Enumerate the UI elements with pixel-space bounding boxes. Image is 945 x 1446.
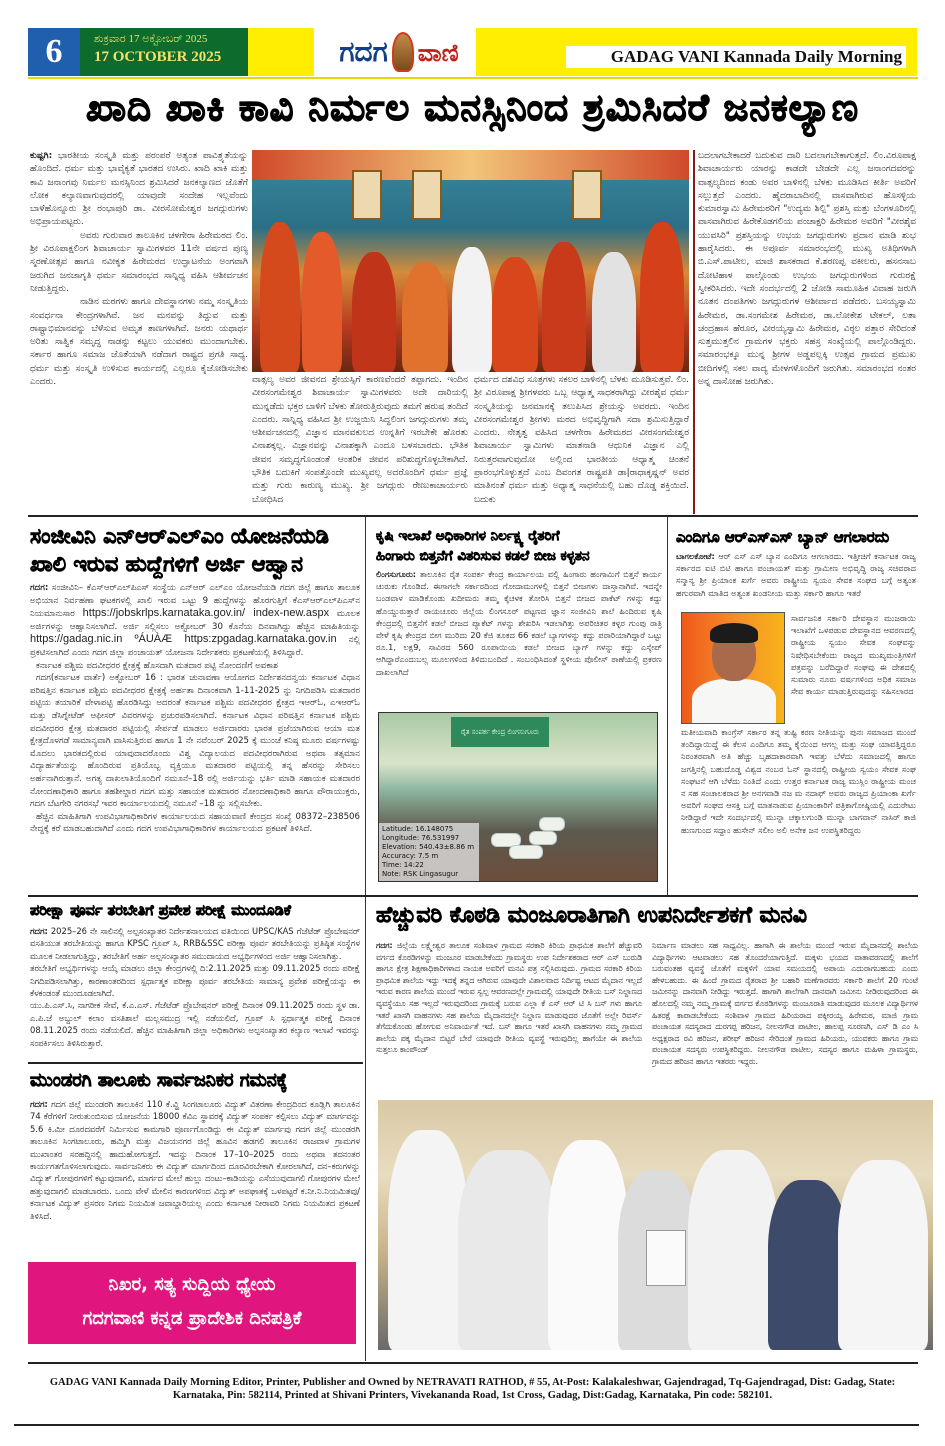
slogan-box xyxy=(28,1262,356,1344)
statue-icon xyxy=(392,32,414,72)
gps-overlay xyxy=(379,823,479,881)
date-kannada: ಶುಕ್ರವಾರ 17 ಅಕ್ಟೋಬರ್ 2025 xyxy=(94,33,208,45)
slogan-line-2: ಗದಗವಾಣಿ ಕನ್ನಡ ಪ್ರಾದೇಶಿಕ ದಿನಪತ್ರಿಕೆ xyxy=(82,1308,302,1329)
exam-para-3: ಯು.ಪಿ.ಎಸ್.ಸಿ, ನಾಗರೀಕ ಸೇವೆ, ಕೆ.ಎ.ಎಸ್. ಗೆಜೆಟೆಡ್ ಪ್ರೊಬೇಷನರ್ ಪರೀಕ್ಷೆ ದಿನಾಂಕ 09.11.2025 ರಂದು ಸ್ಥಳ ಡಾ. ಎ.ಪಿ.ಜೆ ಅಬ್ದುಲ್ ಕಲಾಂ ವಸತಿಶಾಲೆ ಮಲ್ಲಸಮುದ್ರ ಇಲ್ಲಿ ನಡೆಯಲಿದೆ, ಗ್ರೂಪ್ ಸಿ ಸ್ಪರ್ಧಾತ್ಮಕ ಪರೀಕ್ಷೆ ದಿನಾಂಕ 08.11.2025 ರಂದು ನಡೆಯಲಿದೆ. ಹೆಚ್ಚಿನ ಮಾಹಿತಿಗಾಗಿ ಜಿಲ್ಲಾ ಅಧಿಕಾರಿಗಳು ಅಲ್ಪಸಂಖ್ಯಾತರ ಕಲ್ಯಾಣ ಇಲಾಖೆ ಇವರನ್ನು ಸಂಪರ್ಕಿಸಲು ತಿಳಿಸಿರುತ್ತಾರೆ. xyxy=(30,1000,360,1048)
column-divider xyxy=(365,517,366,897)
rss-para-1: ಆರ್ ಎಸ್ ಎಸ್ ಬ್ಯಾನ ಎಂದಿಗೂ ಆಗಲಾರದು. ಇತ್ತೀಚಿಗೆ ಕರ್ನಾಟಕ ರಾಜ್ಯ ಸರ್ಕಾರದ ಐಟಿ ಬಿಟಿ ಹಾಗೂ ಪಂಚಾಯತ್ ಮತ್ತು ಗ್ರಾಮೀಣ ಅಭಿವೃದ್ಧಿ ರಾಜ್ಯ ಸಚಿವರಾದ ಸನ್ಮಾನ್ಯ ಶ್ರೀ ಪ್ರಿಯಾಂಕ ಖರ್ಗೆ ಅವರು ರಾಷ್ಟ್ರೀಯ ಸ್ವಯಂ ಸೇವಕ ಸಂಘದ ಬಗ್ಗೆ ಅತ್ಯಂತ ಹಗುರವಾಗಿ ಮಾತಿದ ಅತ್ಯಂತ ಖಂಡನೀಯ ಮತ್ತು ಸರ್ಕಾರಿ ಹಾಗೂ ಇತರೆ xyxy=(676,551,916,598)
portrait-shirt xyxy=(692,679,776,724)
sanjeevini-body xyxy=(30,582,360,882)
sanjeevini-para-3: ನಲ್ಲಿ ಪ್ರಕಟಿಸಲಾಗಿದೆ ಎಂದು ಗದಗ ಜಿಲ್ಲಾ ಪಂಚಾಯತ್ ಯೋಜನಾ ನಿರ್ದೇಶಕರು ಪ್ರಕಟಣೆಯಲ್ಲಿ ತಿಳಿಸಿದ್ದಾರೆ. xyxy=(30,635,360,658)
exam-para-1: 2025–26 ನೇ ಸಾಲಿನಲ್ಲಿ ಅಲ್ಪಸಂಖ್ಯಾತರ ನಿರ್ದೇಶನಾಲಯದ ವತಿಯಿಂದ UPSC/KAS ಗೆಜೆಟೆಡ್ ಪ್ರೊಬೇಷನರ್ ವಸತಿಯುತ ತರಬೇತಿಯನ್ನು ಹಾಗೂ KPSC ಗ್ರೂಪ್ ಸಿ, RRB&SSC ಪರೀಕ್ಷಾ ಪೂರ್ವ ತರಬೇತಿಯನ್ನು ಪ್ರತಿಷ್ಠಿತ ಸಂಸ್ಥೆಗಳ ಮೂಲಕ ನೀಡಲಾಗುತ್ತಿದ್ದು, ತರಬೇತಿಗೆ ಅರ್ಹ ಅಲ್ಪಸಂಖ್ಯಾತರ ಸಮುದಾಯದ ಅಭ್ಯರ್ಥಿಗಳಿಂದ ಅರ್ಜಿ ಆಹ್ವಾನಿಸಲಾಗಿತ್ತು. xyxy=(30,926,360,961)
lead-story-center-left-column: ವಾತ್ಸಲ್ಯ ಅವರ ಜೀವನದ ಶ್ರೇಯಸ್ಸಿಗೆ ಕಾರಣವೆಂದರೆ ತಪ್ಪಾಗದು. ಇಂದಿನ ವೀರಸಂಗಮೇಶ್ವರ ಶಿವಾಚಾರ್ಯ ಸ್ವಾಮಿಗಳವರು ಅದೇ ದಾರಿಯಲ್ಲಿ ಮುನ್ನಡೆದು ಭಕ್ತರ ಬಾಳಿಗೆ ಬೆಳಕು ತೋರುತ್ತಿರುವುದು ತಮಗೆ ಹರುಷ ತಂದಿದೆ ಎಂದರು. ಸಾನ್ನಿಧ್ಯ ವಹಿಸಿದ ಶ್ರೀ ಉಜ್ಜಯಿನಿ ಸಿದ್ಧಲಿಂಗ ಜಗದ್ಗುರುಗಳು ತಮ್ಮ ಆಶೀರ್ವಚನದಲ್ಲಿ ವಿಜ್ಞಾನ ಮಾನವಕುಲದ ಉನ್ನತಿಗೆ ಇರಬೇಕೇ ಹೊರತು ವಿನಾಶಕ್ಕಲ್ಲ. ವಿಜ್ಞಾನವನ್ನು ವಿನಾಶಕ್ಕಾಗಿ ಎಂದೂ ಬಳಸಬಾರದು. ಭೌತಿಕ ಜೀವನ ಸಮೃದ್ಧಗೊಂಡಂತೆ ಆಂತರಿಕ ಜೀವನ ಪರಿಶುದ್ಧಗೊಳ್ಳಬೇಕಾಗಿದೆ. ಭೌತಿಕ ಬದುಕಿಗೆ ಸಂಪತ್ತೊಂದೇ ಮುಖ್ಯವಲ್ಲ ಅದರೊಂದಿಗೆ ಧರ್ಮ ಪ್ರಜ್ಞೆ ಮತ್ತು ಗುರು ಕಾರುಣ್ಯ ಮುಖ್ಯ. ಶ್ರೀ ಜಗದ್ಗುರು ರೇಣುಕಾಚಾರ್ಯರು ಬೋಧಿಸಿದ xyxy=(252,375,468,505)
portrait-frame xyxy=(412,170,442,220)
gps-longitude: Longitude: 76.531997 xyxy=(382,834,460,842)
rss-body-beside-photo: ಸಾರ್ವಜನಿಕ ಸರ್ಕಾರಿ ದೇವಸ್ಥಾನ ಮುಜರಾಯಿ ಇಲಾಖೆಗೆ ಒಳಪಡುವ ದೇವಸ್ಥಾನದ ಆವರಣದಲ್ಲಿ ರಾಷ್ಟ್ರೀಯ ಸ್ವಯಂ ಸೇವಕ ಸಂಘವನ್ನು ನಿಷೇಧಿಸಬೇಕೆಂದು ರಾಜ್ಯದ ಮುಖ್ಯಮಂತ್ರಿಗಳಿಗೆ ಪತ್ರವನ್ನು ಬರೆದಿದ್ದಾರೆ ಸಂಘವು ಈ ದೇಶದಲ್ಲಿ ಸುಮಾರು ನೂರು ವರ್ಷಗಳಿಂದ ಅಧಿಕ ಸಮಾಜ ಸೇವ ಕಾರ್ಯ ಮಾಡುತ್ತಿರುವುದನ್ನು ಸಹಿಸಲಾರದ xyxy=(791,613,916,697)
zp-gadag-link[interactable]: ºÁUÀÆ https:zpgadag.karnataka.gov.in xyxy=(134,633,337,646)
mundaragi-headline: ಮುಂಡರಗಿ ತಾಲೂಕು ಸಾರ್ವಜನಿಕರ ಗಮನಕ್ಕೆ xyxy=(30,1070,288,1091)
person-figure xyxy=(260,222,300,372)
exam-body xyxy=(30,925,360,1055)
krishi-text: ತಾಲೂಕಿನ ರೈತ ಸಂಪರ್ಕ ಕೇಂದ್ರ ಕಾರ್ಯಾಲಯ ವಲ್ಲಿ ಹಿಂಗಾರು ಹಂಗಾಮಿಗೆ ಬಿತ್ತನೆ ಕಾರ್ಯ ಚುರುಕು ಗೊಂಡಿದೆ. ಈಗಾಗಲೇ ಸರ್ಕಾರದಿಂದ ಗೋದಾಮುಗಳಲ್ಲಿ ಬಿತ್ತನೆ ಬೀಜಗಳು ದಾಸ್ತಾನಾಗಿವೆ. ಇದನ್ನೇ ಬಂಡವಾಳ ಮಾಡಿಕೊಂಡು ಖದೀಮರು ತಮ್ಮ ಕೈಚಳಕ ತೋರಿಸಿ ಬಿತ್ತನೆ ಬೀಜದ ಪಾಕೆಟ್ ಗಳನ್ನು ಕದ್ದು ಹೊಯ್ದುರುತ್ತಾರೆ ರಾಯಚೂರು ಜಿಲ್ಲೆಯ ಲಿಂಗಸೂರ್ ಪಟ್ಟಣದ ಜ್ಞಾನ ಸಂಜೀವಿನಿ ಶಾಲೆ ಹಿಂದಿರುವ ಕೃಷಿ ಕೇಂದ್ರದಲ್ಲಿ ಬಿತ್ತನೆಗೆ ಕಡಲೆ ಬೀಜದ ಪ್ಯಾಕೆಟ್ ಗಳನ್ನು ಶೇಖರಿಸಿ ಇಡಲಾಗಿತ್ತು ಅಪರಿಚಿತರ ಕಳ್ಳರ ಗುಂಪು ರಾತ್ರಿ ವೇಳೆ ಕೃಷಿ ಕೇಂದ್ರದ ಬೀಗ ಮುರಿದು 20 ಕೆಜಿ ತೂಕದ 66 ಕಡಲೆ ಬ್ಯಾಗಗಳನ್ನು ಕದ್ದು ಪರಾರಿಯಾಗಿದ್ದಾರೆ ಒಟ್ಟು ರೂ.1, ಲಕ್ಷ9, ಸಾವಿರದ 560 ರೂಪಾಯಿಯ ಕಡಲೆ ಬೀಜದ ಬ್ಯಾಗ್ ಗಳನ್ನು ಕದ್ದು ಎಸ್ಕೇಪ್ ಆಗಿದ್ದಾರೆಎಂದುಬಲ್ಲ ಮೂಲಗಳಿಂದ ತಿಳಿದುಬಂದಿದೆ . ಸಂಬಂಧಿಸಿದಂತೆ ಸ್ಥಳೀಯ ಪೊಲೀಸ್ ಠಾಣೆಯಲ್ಲಿ ಪ್ರಕರಣ ದಾಖಲಾಗಿದೆ xyxy=(376,569,662,677)
exam-para-2: ತರಬೇತಿಗೆ ಅಭ್ಯರ್ಥಿಗಳನ್ನು ಆಯ್ಕೆ ಮಾಡಲು ಜಿಲ್ಲಾ ಕೇಂದ್ರಗಳಲ್ಲಿ ದಿ:2.11.2025 ಮತ್ತು 09.11.2025 ರಂದು ಪರೀಕ್ಷೆ ನಿಗದಿಪಡಿಸಲಾಗಿತ್ತು, ಕಾರಣಾಂತರದಿಂದ ಸ್ಪರ್ಧಾತ್ಮಕ ಪರೀಕ್ಷಾ ಪೂರ್ವ ತರಬೇತಿಯ ಸಾಮಾನ್ಯ ಪ್ರವೇಶ ಪರೀಕ್ಷೆಯನ್ನು ಈ ಕೆಳಕಂಡಂತೆ ಮುಂದೂಡಲಾಗಿದೆ. xyxy=(30,963,360,999)
krishi-headline xyxy=(376,526,664,566)
rss-dateline: ಬಾಗಲಕೋಟೆ: xyxy=(676,551,715,561)
school-memorandum-photo xyxy=(378,1100,933,1350)
newspaper-logo xyxy=(314,28,484,76)
voter-registration-body: ಗದಗ(ಕರ್ನಾಟಕ ವಾರ್ತೆ) ಅಕ್ಟೋಬರ್ 16 : ಭಾರತ ಚುನಾವಣಾ ಆಯೋಗದ ನಿರ್ದೇಶನದನ್ವಯ ಕರ್ನಾಟಕ ವಿಧಾನ ಪರಿಷತ್ತಿನ ಕರ್ನಾಟಕ ಪಶ್ಚಿಮ ಪದವೀಧರರ ಕ್ಷೇತ್ರಕ್ಕೆ ಅರ್ಹತಾ ದಿನಾಂಕವಾಗಿ 1-11-2025 ನ್ನು ನಿಗದಿಪಡಿಸಿ ಮತದಾರರ ಪಟ್ಟಿಯ ತಯಾರಿಕೆ ವೇಳಾಪಟ್ಟಿ ಹೊರಡಿಸಿದ್ದು ಅದರಂತೆ ಕರ್ನಾಟಕ ಪಶ್ಚಿಮ ಪದವೀಧರರ ಕ್ಷೇತ್ರದ ಇಆರ್‌ಓ, ಎಇಆರ್‌ಓ ಮತ್ತು ಡೆಸಿಗ್ನೇಟೆಡ್ ಆಫೀಸರ್ ವಿವರಗಳನ್ನು ಪ್ರಚುರಪಡಿಸಲಾಗಿದೆ. ಕರ್ನಾಟಕ ವಿಧಾನ ಪರಿಷತ್ತಿನ ಕರ್ನಾಟಕ ಪಶ್ಚಿಮ ಪದವೀಧರರ ಕ್ಷೇತ್ರ ಮತದಾರರ ಪಟ್ಟಿಯಲ್ಲಿ ಸೇರ್ಪಡೆ ಮಾಡಲು ಅರ್ಜಿದಾರರು ಭಾರತ ಪ್ರಜೆಯಾಗಿರುವ ಆಯಾ ಮತ ಕ್ಷೇತ್ರದೊಳಗಡೆ ಸಾಮಾನ್ಯವಾಗಿ ವಾಸಿಸುತ್ತಿರುವ ಹಾಗೂ 1 ನೇ ನವೆಂಬರ್ 2025 ಕ್ಕೆ ಮುಂಚೆ ಕನಿಷ್ಠ ಮೂರು ವರ್ಷಗಳಷ್ಟು ಮೊದಲು ಭಾರತದಲ್ಲಿರುವ ಯಾವುದಾದರೊಂದು ವಿಶ್ವ ವಿದ್ಯಾಲಯದ ಪದವೀಧರರಾಗಿರುವ ಅಥವಾ ತತ್ಸಮಾನ ವಿದ್ಯಾರ್ಹತೆಯನ್ನು ಹೊಂದಿರುವ ಪ್ರತಿಯೊಬ್ಬ ವ್ಯಕ್ತಿಯೂ ಮತದಾರರ ಪಟ್ಟಿಯಲ್ಲಿ ತನ್ನ ಹೆಸರನ್ನು ಸೇರಿಸಲು ಅರ್ಹನಾಗಿರುತ್ತಾನೆ. ಅಗತ್ಯ ದಾಖಲಾತಿಯೊಂದಿಗೆ ನಮೂನೆ–18 ರಲ್ಲಿ ಅರ್ಜಿಯನ್ನು ಭರ್ತಿ ಮಾಡಿ ಸಹಾಯಕ ಮತದಾರರ ನೋಂದಣಾಧಿಕಾರಿ ಹಾಗೂ ತಹಶೀಲ್ದಾರ ಗದಗ ಮತ್ತು ಸಹಾಯಕ ಮತದಾರರ ನೋಂದಣಾಧಿಕಾರಿ ಹಾಗೂ ಪೌರಾಯುಕ್ತರು, ಗದಗ ಬೆಟಗೇರಿ ನಗರಸಭೆ ಇವರ ಕಾರ್ಯಾಲಯದಲ್ಲಿ ನಮೂನೆ –18 ನ್ನು ಸಲ್ಲಿಸಬೇಕು. xyxy=(30,673,360,810)
person-figure xyxy=(352,252,396,372)
person-figure xyxy=(768,1180,848,1350)
portrait-frame xyxy=(572,170,602,220)
seed-bag xyxy=(539,817,565,831)
lead-headline: ಖಾದಿ ಖಾಕಿ ಕಾವಿ ನಿರ್ಮಲ ಮನಸ್ಸಿನಿಂದ ಶ್ರಮಿಸಿದರೆ ಜನಕಲ್ಯಾಣ xyxy=(85,86,860,129)
person-figure xyxy=(548,1140,628,1350)
portrait-frame xyxy=(352,170,382,220)
person-figure xyxy=(838,1160,928,1350)
masthead-rule xyxy=(28,77,918,79)
lead-para-1: ಭಾರತೀಯ ಸಂಸ್ಕೃತಿ ಮತ್ತು ಪರಂಪರೆ ಅತ್ಯಂತ ಪಾವಿತ್ರ್ಯತೆಯನ್ನು ಹೊಂದಿದೆ. ಧರ್ಮ ಮತ್ತು ಭಾವೈಕ್ಯತೆ ಭಾರತದ ಉಸಿರು. ಖಾದಿ ಖಾಕಿ ಮತ್ತು ಕಾವಿ ಜನಾಂಗವು ನಿರ್ಮಲ ಮನಸ್ಸಿನಿಂದ ಶ್ರಮಿಸಿದರೆ ಜನಕಲ್ಯಾಣದ ಜೊತೆಗೆ ಲೋಕ ಕಲ್ಯಾಣವಾಗುವುದರಲ್ಲಿ ಯಾವುದೇ ಸಂದೇಹ ಇಲ್ಲವೆಂದು ಬಾಳೆಹೊನ್ನೂರು ಶ್ರೀ ರಂಭಾಪುರಿ ಡಾ. ವೀರಸೋಮೇಶ್ವರ ಜಗದ್ಗುರುಗಳು ಅಭಿಪ್ರಾಯಪಟ್ಟರು. xyxy=(30,151,248,228)
date-english: 17 OCTOBER 2025 xyxy=(94,49,222,65)
mundaragi-dateline: ಗದಗ: xyxy=(30,1099,48,1109)
lead-photo-swamijis-felicitation xyxy=(252,150,689,372)
lead-para-3: ನಾಡಿನ ಮಠಗಳು ಹಾಗೂ ದೇವಸ್ಥಾನಗಳು ನಮ್ಮ ಸಂಸ್ಕೃತಿಯ ಸಂವರ್ಧನಾ ಕೇಂದ್ರಗಳಾಗಿವೆ. ಜನ ಮನವನ್ನು ತಿದ್ದುವ ಮತ್ತು ರಾಷ್ಟ್ರಾಭಿಮಾನವನ್ನು ಬೆಳೆಸುವ ಅಮೃತ ತಾಣಗಳಾಗಿವೆ. ಜನರು ಯಥಾರ್ಥ ಅರಿತು ಸಾತ್ವಿಕ ಸಮೃದ್ಧ ನಾಡನ್ನು ಕಟ್ಟಲು ಯುವಕರು ಮುಂದಾಗಬೇಕು. ಸರ್ಕಾರ ಹಾಗೂ ಸಮಾಜ ಜೊತೆಯಾಗಿ ನಡೆದಾಗ ರಾಷ್ಟ್ರದ ಪ್ರಗತಿ ಸಾಧ್ಯ. ಧರ್ಮ ಮತ್ತು ಸಂಸ್ಕೃತಿ ಉಳಿಸುವ ಕಾರ್ಯದಲ್ಲಿ ಎಲ್ಲರೂ ಕೈಜೋಡಿಸಬೇಕು ಎಂದರು. xyxy=(30,297,248,388)
mundaragi-text: ಗದಗ ಜಿಲ್ಲೆ ಮುಂಡರಗಿ ತಾಲೂಕಿನ 110 ಕೆ.ವ್ಹಿ ಸಿಂಗಟಾಲೂರು ವಿದ್ಯುತ್ ವಿತರಣಾ ಕೇಂದ್ರದಿಂದ ಕೂಡ್ಲಿಗಿ ತಾಲೂಕಿನ 74 ಕೆರೆಗಳಿಗೆ ನೀರುತುಂಬಿಸುವ ಯೋಜನೆಯ 18000 ಕೆವಿಎ ಸ್ಥಾವರಕ್ಕೆ ವಿದ್ಯುತ್ ಸಂಪರ್ಕ ಕಲ್ಪಿಸಲು ವಿದ್ಯುತ್ ಮಾರ್ಗವನ್ನು 5.6 ಕಿ.ಮೀ ದೂರದವರೆಗೆ ನಿರ್ಮಿಸುವ ಕಾಮಗಾರಿ ಪೂರ್ಣಗೊಂಡಿದ್ದು ಈ ವಿದ್ಯುತ್ ಮಾರ್ಗವು ಗದಗ ಜಿಲ್ಲೆ ಮುಂಡರಗಿ ತಾಲೂಕಿನ ಸಿಂಗಟಾಲೂರು, ಹಮ್ಮಿಗಿ ಮತ್ತು ವಿಜಯನಗರ ಜಿಲ್ಲೆ ಹೂವಿನ ಹಡಗಲಿ ತಾಲೂಕಿನ ರಾಜವಾಳ ಗ್ರಾಮಗಳ ಮುಖಾಂತರ ಸರಹದ್ದಿನಲ್ಲಿ ಹಾದುಹೋಗುತ್ತದೆ. ಇದನ್ನು ದಿನಾಂಕ 17–10–2025 ರಂದು ಅಥವಾ ತದನಂತರ ಕಾರ್ಯಗತಗೊಳಿಸಲಾಗುವುದು. ಸಾರ್ವಜನಿಕರು ಈ ವಿದ್ಯುತ್ ಮಾರ್ಗದಿಂದ ದೂರವಿರಬೇಕಾಗಿ ಕೋರಲಾಗಿದೆ, ದನ–ಕರುಗಳನ್ನು ವಿದ್ಯುತ್ ಗೋಪುರಗಳಿಗೆ ಕಟ್ಟುವುದಾಗಲಿ, ಮಾರ್ಗದ ಮೇಲೆ ಹುಲ್ಲು ದಂಟು–ಕಾಡಿಯನ್ನು ಎಸೆಯುವುದಾಗಲಿ ಗೋಪುರಗಳ ಮೇಲೆ ಹತ್ತುವುದಾಗಲಿ ಮಾಡಬಾರದು. ಒಂದು ವೇಳೆ ಮೇಲಿನ ಕಾರಣಗಳಿಂದ ವಿದ್ಯುತ್ ಅಪಘಾತಕ್ಕೆ ಒಳಪಟ್ಟರೆ ಕ.ನೀ.ನಿ.ನಿಯಮಿತವು/ ಕರ್ನಾಟಕ ವಿದ್ಯುತ್ ಪ್ರಸರಣ ನಿಗಮ ನಿಯಮಿತ ಜವಾಬ್ದಾರಿಯಲ್ಲ ಎಂದು ಕರ್ನಾಟಕ ನೀರಾವರಿ ನಿಗಮ ನಿಯಮಿತದ ಪ್ರಕಟಣೆ ತಿಳಿಸಿದೆ. xyxy=(30,1099,360,1221)
mundaragi-body xyxy=(30,1098,360,1250)
sanjeevini-dateline: ಗದಗ: xyxy=(30,583,49,593)
krishi-headline-line-1: ಕೃಷಿ ಇಲಾಖೆ ಅಧಿಕಾರಿಗಳ ನಿರ್ಲಕ್ಷ್ಯ ರೈತರಿಗೆ xyxy=(376,528,560,544)
lead-story-left-column xyxy=(30,150,248,520)
school-body-left xyxy=(376,940,642,1092)
krishi-body xyxy=(376,568,662,708)
krishi-headline-line-2: ಹಿಂಗಾರು ಬಿತ್ತನೆಗೆ ವಿತರಿಸುವ ಕಡಲೆ ಬೀಜ ಕಳ್ಳತನ xyxy=(376,548,590,564)
rss-headline: ಎಂದಿಗೂ ಆರ್‌ಎಸ್‌ಎಸ್ ಬ್ಯಾನ್ ಆಗಲಾರದು xyxy=(676,528,890,546)
school-headline: ಹೆಚ್ಚುವರಿ ಕೊಠಡಿ ಮಂಜೂರಾತಿಗಾಗಿ ಉಪನಿರ್ದೇಶಕಗೆ ಮನವಿ xyxy=(376,903,807,928)
column-divider xyxy=(693,150,695,514)
page-number: 6 xyxy=(28,28,80,76)
gps-elevation: Elevation: 540.43±8.86 m xyxy=(382,843,475,851)
lead-para-2: ಅವರು ಗುರುವಾರ ತಾಲೂಕಿನ ಚಳಗೇರಾ ಹಿರೇಮಠದ ಲಿಂ. ಶ್ರೀ ವಿರೂಪಾಕ್ಷಲಿಂಗ ಶಿವಾಚಾರ್ಯ ಸ್ವಾಮಿಗಳವರ 11ನೇ ವರ್ಷದ ಪುಣ್ಯ ಸ್ಮರಣೋತ್ಸವ ಹಾಗೂ ನವೀಕೃತ ಹಿರೇಮಠದ ಉದ್ಘಾಟನೆಯ ಅಂಗವಾಗಿ ಜರುಗಿದ ಜನಜಾಗೃತಿ ಧರ್ಮ ಸಮಾರಂಭದ ಸಾನ್ನಿಧ್ಯ ವಹಿಸಿ ಆಶೀರ್ವಚನ ನೀಡುತ್ತಿದ್ದರು. xyxy=(30,230,248,294)
voter-registration-helpline: ಹೆಚ್ಚಿನ ಮಾಹಿತಿಗಾಗಿ ಉಪವಿಭಾಗಾಧಿಕಾರಿಗಳ ಕಾರ್ಯಾಲಯದ ಸಹಾಯವಾಣಿ ಕೇಂದ್ರದ ಸಂಖ್ಯೆ 08372–238506 ನೇದ್ದಕ್ಕೆ ಕರೆ ಮಾಡಬಹುದಾಗಿದೆ ಎಂದು ಗದಗ ಉಪವಿಭಾಗಾಧಿಕಾರಿಗಳ ಕಾರ್ಯಾಲಯದ ಪ್ರಕಟಣೆ ತಿಳಿಸಿದೆ. xyxy=(30,811,360,835)
school-body-right: ನಿರ್ಮಾಣ ಮಾಡಲು ಸಹ ಸಾಧ್ಯವಿಲ್ಲ. ಹಾಗಾಗಿ ಈ ಶಾಲೆಯ ಮುಂದೆ ಇರುವ ಮೈದಾನದಲ್ಲಿ ಶಾಲೆಯ ವಿದ್ಯಾರ್ಥಿಗಳು ಆಟವಾಡಲು ಸಹ ತೊಂದರೆಯಾಗುತ್ತಿದೆ. ಮಕ್ಕಳು ಭಯದ ವಾತಾವರಣದಲ್ಲಿ ಶಾಲೆಗೆ ಬರುವಂತಹ ವ್ಯವಸ್ಥೆ ಜೊತೆಗೆ ಮಕ್ಕಳಿಗೆ ಯಾವ ಸಮಯದಲ್ಲಿ ಅಪಾಯ ಎದುರಾಗಬಹುದು ಎಂದು ಹೇಳಬಹುದು. ಈ ಹಿಂದೆ ಗ್ರಾಮದ ರೈತರಾದ ಶ್ರೀ ಬಹಾರಿ ಮಣೆಗಾರವರು ಸರ್ಕಾರಿ ಶಾಲೆಗೆ 20 ಗುಂಟೆ ಜಮೀನನ್ನು ದಾನವಾಗಿ ನೀಡಿದ್ದು ಇರುತ್ತದೆ. ಹಾಗಾಗಿ ಶಾಲೆಗಾಗಿ ದಾನವಾಗಿ ಜಮೀನು ನೀಡಿರುವುದರಿಂದ ಈ ಹೊಲದಲ್ಲಿ ನಮ್ಮ ನಮ್ಮ ಗ್ರಾಮಕ್ಕೆ ವರ್ಗದ ಕೊಠಡಿಗಳನ್ನು ಮಂಜೂರಾತಿ ಮಾಡುವುದರ ಮೂಲಕ ವಿದ್ಯಾರ್ಥಿಗಳ ಹಿತರಕ್ಷೆ ಕಾಪಾಡಬೇಕೆಂದು ಸಂಶಿವಾಳ ಗ್ರಾಮದ ಹಿರಿಯರಾದ ಪಕ್ಕೀರಯ್ಯ ಹಿರೇಮಠ, ಮಾಜಿ ಗ್ರಾಮ ಪಂಚಾಯತ ಸದಸ್ಯರಾದ ದುರಗಪ್ಪ ಹರಿಜನ, ನೀಲನಗೌಡ ಪಾಟೀಲ, ಹಾಲಪ್ಪ ಸೂರಣಗಿ, ಎಸ್ ಡಿ ಎಂ ಸಿ ಅಧ್ಯಕ್ಷರಾದ ರವಿ ಹರಿಜನ, ಶರೀಫ್ ಹರಿಜನ ಸೇರಿದಂತೆ ಗ್ರಾಮದ ಹಿರಿಯರು, ಯುವಕರು ಹಾಗೂ ಗ್ರಾಮ ಪಂಚಾಯತ ಸದಸ್ಯರು ಉಪಸ್ಥಿತರಿದ್ದರು. ನೀಲನಗೌಡ ಪಾಟೀಲ, ಸದಸ್ಯರ ಹಾಗೂ ಮಹಿಳಾ ಗ್ರಾಮಸ್ಥರು, ಗ್ರಾಮದ ಹರಿಜನ ಹಾಗೂ ಇತರರು ಇದ್ದರು. xyxy=(652,941,918,1066)
footer-rule xyxy=(14,1424,919,1426)
person-figure xyxy=(542,242,586,372)
imprint-footer: GADAG VANI Kannada Daily Morning Editor, Printer, Publisher and Owned by NETRAVATI RATHOD, # 55, At-Post: Kalakaleshwar, Gajendragad, Tq-Gajendragad, Dist: Gadag, State: Karnataka, Pin: 582114, Printed at Shivani Printers, Vivekananda Road, 1st Cross, Gadag, Dist:Gadag, Karnataka, Pin code: 582101. xyxy=(49,1377,896,1401)
section-rule xyxy=(28,895,918,897)
person-figure xyxy=(302,232,342,372)
exam-dateline: ಗದಗ: xyxy=(30,926,48,936)
logo-text-vani: ವಾಣಿ xyxy=(417,37,459,67)
section-rule xyxy=(28,1062,363,1064)
memorandum-letter xyxy=(646,1230,686,1286)
person-figure xyxy=(402,262,448,372)
lead-story-right-column: ಬದಲಾಗಬೇಕಾದರೆ ಬದುಕುವ ದಾರಿ ಬದಲಾಗಬೇಕಾಗುತ್ತದೆ. ಲಿಂ.ವಿರೂಪಾಕ್ಷ ಶಿವಾಚಾರ್ಯರು ಯಾರನ್ನು ಕಾಡದೇ ಬೇಡದೇ ಎಲ್ಲ ಜನಾಂಗದವರನ್ನು ವಾತ್ಸಲ್ಯದಿಂದ ಕಂಡು ಅವರ ಬಾಳಿನಲ್ಲಿ ಬೆಳಕು ಮೂಡಿಸಿದ ಕೀರ್ತಿ ಅವರಿಗೆ ಸಲ್ಲುತ್ತದೆ ಎಂದರು. ಹೈದರಾಬಾದಿನಲ್ಲಿ ವಾಸವಾಗಿರುವ ಹೊಸಳ್ಳಿಯ ಕುಮಾರಸ್ವಾಮಿ ಹಿರೇಮಠರಿಗೆ "ಉದ್ಯಮ ಶಿಲ್ಪಿ" ಪ್ರಶಸ್ತಿ ಮತ್ತು ಬೆಂಗಳೂರಿನಲ್ಲಿ ವಾಸವಾಗಿರುವ ಹಿರೇಕೊಡಗಲಿಯ ಪಂಚಾಕ್ಷರಿ ಹಿರೇಮಠ ಅವರಿಗೆ "ವೀರಶೈವ ಯುವಸಿರಿ" ಪ್ರಶಸ್ತಿಯನ್ನು ಉಭಯ ಜಗದ್ಗುರುಗಳು ಪ್ರದಾನ ಮಾಡಿ ಶುಭ ಹಾರೈಸಿದರು. ಈ ಅಪೂರ್ವ ಸಮಾರಂಭದಲ್ಲಿ ಮುಖ್ಯ ಅತಿಥಿಗಳಾಗಿ ಬಿ.ಎಸ್.ಪಾಟೀಲ, ಮಾಜಿ ಶಾಸಕರಾದ ಕೆ.ಶರಣಪ್ಪ ವಕೀಲರು, ಹಸನಸಾಬ ದೋಟಿಹಾಳ ಪಾಲ್ಗೊಂಡು ಉಭಯ ಜಗದ್ಗುರುಗಳಿಂದ ಗುರುರಕ್ಷೆ ಸ್ವೀಕರಿಸಿದರು. ಇದೇ ಸಂದರ್ಭದಲ್ಲಿ 2 ಜೋಡಿ ಸಾಮೂಹಿಕ ವಿವಾಹ ಜರುಗಿ ನೂತನ ದಂಪತಿಗಳು ಜಗದ್ಗುರುಗಳ ಆಶೀರ್ವಾದ ಪಡೆದರು. ಬಸಯ್ಯಸ್ವಾಮಿ ಹಿರೇಮಠ, ಡಾ.ಸಂಗಮೇಶ ಹಿರೇಮಠ, ಡಾ.ಲೋಕೇಶ ಟೇಕಲ್, ಲತಾ ಚಂದ್ರಹಾಸ ಹೆರೂರ, ವೀರಯ್ಯಸ್ವಾಮಿ ಹಿರೇಮಠ, ವಿಠ್ಠಲ ಪತ್ತಾರ ಸೇರಿದಂತೆ ಸುತ್ತಮುತ್ತಲಿನ ಗ್ರಾಮಗಳ ಭಕ್ತರು ಸಹಸ್ರ ಸಂಖ್ಯೆಯಲ್ಲಿ ಪಾಲ್ಗೊಂಡಿದ್ದರು. ಸಮಾರಂಭಕ್ಕೂ ಮುನ್ನ ಶ್ರೀಗಳ ಅಡ್ಡಪಲ್ಲಕ್ಕಿ ಉತ್ಸವ ಗ್ರಾಮದ ಪ್ರಮುಖ ಬೀದಿಗಳಲ್ಲಿ ಸಕಲ ವಾದ್ಯ ಮೇಳಗಳೊಂದಿಗೆ ಜರುಗಿತು. ಸಮಾರಂಭದ ನಂತರ ಅನ್ನ ದಾಸೋಹ ಜರುಗಿತು. xyxy=(698,151,916,388)
school-text-left: ಜಿಲ್ಲೆಯ ಲಕ್ಷ್ಮೇಶ್ವರ ತಾಲೂಕ ಸಂಶಿವಾಳ ಗ್ರಾಮದ ಸರಕಾರಿ ಕಿರಿಯ ಪ್ರಾಥಮಿಕ ಶಾಲೆಗೆ ಹೆಚ್ಚುವರಿ ವರ್ಗದ ಕೊಠಡಿಗಳನ್ನು ಮಂಜೂರ ಮಾಡಬೇಕೆಂದು ಗ್ರಾಮಸ್ಥರು ಉಪ ನಿರ್ದೇಶಕರಾದ ಆರ್ ಎಸ್ ಬುರುಡಿ ಹಾಗೂ ಕ್ಷೇತ್ರ ಶಿಕ್ಷಣಾಧಿಕಾರಿಗಳಾದ ನಾಯಕ ಅವರಿಗೆ ಮನವಿ ಪತ್ರ ಸಲ್ಲಿಸಿರುವುದು. ಗ್ರಾಮದ ಸರಕಾರಿ ಕಿರಿಯ ಪ್ರಾಥಮಿಕ ಶಾಲೆಯ ಇದ್ದು ಇದಕ್ಕೆ ತನ್ನದ ಆಗಿರುವ ಯಾವುದೇ ವಿಶಾಲವಾದ ನಿರ್ದಿಷ್ಟ ಆಟದ ಮೈದಾನ ಇಲ್ಲದೆ ಇರುವ ಕಾರಣ ಶಾಲೆಯ ಮುಂದೆ ಇರುವ ಸ್ವಲ್ಪ ಆವರಣದಲ್ಲೇ ಗ್ರಾಮದಲ್ಲಿ ಯಾವುದೇ ರೀತಿಯ ಬಸ್ ನಿಲ್ದಾಣದ ವ್ಯವಸ್ಥೆಯೂ ಸಹ ಇಲ್ಲದೆ ಇರುವುದರಿಂದ ಗ್ರಾಮಕ್ಕೆ ಬರುವ ಎಲ್ಲಾ ಕೆ ಎಸ್ ಆರ್ ಟಿ ಸಿ ಬಸ್ ಗಳು ಹಾಗೂ ಇತರೆ ಖಾಸಗಿ ವಾಹನಗಳು ಸಹ ಶಾಲೆಯ ಮೈದಾನದಲ್ಲೇ ನಿಲ್ದಾಣ ಮಾಡುವುದರ ಜೊತೆಗೆ ಅಲ್ಲೇ ರಿವರ್ಸ್ ತೆಗೆದುಕೊಂಡು ಹೋಗುವ ಅನಿವಾರ್ಯತೆ ಇದೆ. ಬಸ್ ಹಾಗೂ ಇತರೆ ಖಾಸಗಿ ವಾಹನಗಳು ನಮ್ಮ ಗ್ರಾಮದ ಶಾಲೆಯ ಪಕ್ಕ ಮೈದಾನ ಬಿಟ್ಟರೆ ಬೇರೆ ಯಾವುದೇ ರೀತಿಯ ವ್ಯವಸ್ಥೆ ಇರುವುದಿಲ್ಲ ಹಾಗೆಯೇ ಈ ಶಾಲೆಯ ಸುತ್ತಲೂ ಕಾಂಪೌಂಡ್ xyxy=(376,941,642,1055)
lead-dateline: ಕುಷ್ಟಗಿ: xyxy=(30,151,53,161)
date-box xyxy=(80,28,248,76)
section-rule xyxy=(28,515,918,517)
school-dateline: ಗದಗ: xyxy=(376,941,393,950)
paper-name: GADAG VANI Kannada Daily Morning xyxy=(566,46,906,68)
person-figure xyxy=(388,1130,468,1350)
lead-story-center-right-column: ಧರ್ಮದ ದಶವಿಧ ಸೂತ್ರಗಳು ಸಕಲರ ಬಾಳಿನಲ್ಲಿ ಬೆಳಕು ಮೂಡಿಸುತ್ತವೆ. ಲಿಂ. ಶ್ರೀ ವಿರೂಪಾಕ್ಷ ಶ್ರೀಗಳವರು ಒಬ್ಬ ಆಧ್ಯಾತ್ಮ ಸಾಧಕರಾಗಿದ್ದು ವೀರಶೈವ ಧರ್ಮ ಸಂಸ್ಕೃತಿಯನ್ನು ಜನಮಾನಕ್ಕೆ ತಲುಪಿಸಿದ ಶ್ರೇಯಸ್ಸು ಅವರದು. ಇಂದಿನ ವೀರಸಂಗಮೇಶ್ವರ ಶ್ರೀಗಳು ಮಠದ ಅಭಿವೃದ್ಧಿಗಾಗಿ ಸದಾ ಶ್ರಮಿಸುತ್ತಿದ್ದಾರೆ ಎಂದರು. ನೇತೃತ್ವ ವಹಿಸಿದ ಚಳಗೇರಾ ಹಿರೇಮಠದ ವೀರಸಂಗಮೇಶ್ವರ ಶಿವಾಚಾರ್ಯ ಸ್ವಾಮಿಗಳು ಮಾತನಾಡಿ ಆಧುನಿಕ ವಿಜ್ಞಾನ ಎಲ್ಲಿ ನಿರುತ್ತರವಾಗುವುದೋ ಅಲ್ಲಿಂದ ಭಾರತೀಯ ಆಧ್ಯಾತ್ಮ ಚಿಂತನೆ ಪ್ರಾರಂಭಗೊಳ್ಳುತ್ತದೆ ಎಂಬ ದಿವಂಗತ ರಾಷ್ಟ್ರಪತಿ ಡಾ|ರಾಧಾಕೃಷ್ಣನ್ ಅವರ ಮಾತಿನಂತೆ ಧರ್ಮ ಮತ್ತು ಅಧ್ಯಾತ್ಮ ಸಾಧನೆಯಲ್ಲಿ ಬಹು ದೊಡ್ಡ ಶಕ್ತಿಯಿದೆ. ಬದುಕು xyxy=(474,375,689,505)
gps-note: Note: RSK Lingasugur xyxy=(382,870,459,878)
seed-bag xyxy=(509,845,543,859)
gps-time: Time: 14:22 xyxy=(382,861,424,869)
rss-portrait-photo xyxy=(681,612,785,724)
person-figure xyxy=(640,222,684,372)
column-divider xyxy=(365,897,366,1361)
voter-registration-subhead: ಕರ್ನಾಟಕ ಪಶ್ಚಿಮ ಪದವೀಧರರ ಕ್ಷೇತ್ರಕ್ಕೆ ಹೊಸದಾಗಿ ಮತದಾರ ಪಟ್ಟಿ ನೋಂದಣಿಗೆ ಅವಕಾಶ xyxy=(36,660,278,671)
sanjeevini-headline-line-1: ಸಂಜೀವಿನಿ ಎನ್‌ಆರ್‌ಎಲ್‌ಎಂ ಯೋಜನೆಯಡಿ xyxy=(30,524,329,548)
rss-body-bottom: ಮತೀಯವಾದಿ ಕಾಂಗ್ರೆಸ್ ಸರ್ಕಾರ ತನ್ನ ತುಷ್ಟಿ ಕರಣ ನೀತಿಯನ್ನು ಪುನಃ ಸಮಾಜದ ಮುಂದೆ ತಂದಿದ್ದಾಯಿದ್ದೆ ಈ ಕೆಲಸ ಎಂದಿಗೂ ತಮ್ಮ ಕೈಯಿಂದ ಆಗಲ್ಲ ಮತ್ತು ಸಂಘ ಯಾವತ್ತಿದ್ದರೂ ನಿರಂತರವಾಗಿ ಅತಿ ಹೆಚ್ಚು ಬೃಹದಾಕಾರವಾಗಿ ಇವತ್ತು ಬೆಳೆದು ಸಮಾಜದಲ್ಲಿ ಹಾಗೂ ಜಗತ್ತಿನಲ್ಲಿ ಬಹುದೊಡ್ಡ ವಿಶ್ವದ ನಂಬರ ಓನ್ ಸ್ಥಾನದಲ್ಲಿ ರಾಷ್ಟ್ರೀಯ ಸ್ವಯಂ ಸೇವಕ ಸಂಘ ಸಂಘಟನೆ ಆಗಿ ಬೆಳೆದು ನಿಂತಿದೆ ಎಂದು ಉತ್ತರ ಕರ್ನಾಟಕ ರಾಜ್ಯ ಮುಸ್ಲಿಂ ರಾಷ್ಟ್ರೀಯ ಮಂಚ ನ ಸಹ ಸಂಚಾಲಕರಾದ ಶ್ರೀ ಅನಗವಾಡಿ ನಜ ಮ ನದಾಫ್ ಅವರು ರಾಜ್ಯದ ಪ್ರಿಯಾಂಕಾ ಖರ್ಗೆ ಅವರಿಗೆ ಸಂಘದ ಆಸಕ್ತಿ ಬಗ್ಗೆ ಮಾತನಾಡುವ ಪ್ರಿಯಾಂಕಾರಿಗೆ ಪತ್ರಿಕಾಗೋಷ್ಠಿಯಲ್ಲಿ ಎದುರೇಟು ನೀಡಿದ್ದಾರೆ ಇದೇ ಸಂದರ್ಭದಲ್ಲಿ ಮುನ್ನಾ ಚಕ್ಕಾಲಗುಂಡಿ ಮುನ್ನಾ ಬಾಗವಾನ್ ನಾಸಿರ್ ಕಾಜಿ ಹುಣಗುಂದ ಸದ್ದಾಂ ಹುಸೇನ್ ಸಲೀಂ ಅಲಿ ಅನೇಕ ಜನ ಉಪಸ್ಥಿತರಿದ್ದರು xyxy=(681,727,916,835)
column-divider xyxy=(667,517,668,897)
person-figure xyxy=(458,1150,558,1350)
jobs-portal-link[interactable]: https://jobskrlps.karnataka.gov.in/ index-new.aspx xyxy=(82,607,330,620)
portrait-hair xyxy=(710,623,758,643)
gadag-nic-link[interactable]: https://gadag.nic.in xyxy=(30,633,123,646)
logo-text-gadag: ಗದಗ xyxy=(339,35,388,68)
rss-body-top xyxy=(676,550,916,612)
rsk-signboard: ರೈತ ಸಂಪರ್ಕ ಕೇಂದ್ರ ಲಿಂಗಸುಗೂರು xyxy=(451,717,549,747)
person-figure xyxy=(452,247,492,372)
exam-headline: ಪರೀಕ್ಷಾ ಪೂರ್ವ ತರಬೇತಿಗೆ ಪ್ರವೇಶ ಪರೀಕ್ಷೆ ಮುಂದೂಡಿಕೆ xyxy=(30,903,291,919)
person-figure xyxy=(688,1150,778,1350)
seed-bag xyxy=(529,831,557,845)
krishi-dateline: ಲಿಂಗಸುಗೂರು: xyxy=(376,569,417,579)
sanjeevini-para-2: ಮೂಲಕ ಅರ್ಜಿಗಳನ್ನು ಆಹ್ವಾನಿಸಲಾಗಿದೆ. ಅರ್ಜಿ ಸಲ್ಲಿಸಲು ಅಕ್ಟೋಬರ್ 30 ಕೊನೆಯ ದಿನವಾಗಿದ್ದು ಹೆಚ್ಚಿನ ಮಾಹಿತಿಯನ್ನು xyxy=(30,609,360,632)
gps-latitude: Latitude: 16.148075 xyxy=(382,825,454,833)
person-figure xyxy=(492,257,538,372)
person-figure xyxy=(592,252,636,372)
sanjeevini-headline xyxy=(30,522,360,578)
section-rule xyxy=(28,1362,918,1364)
krishi-photo-rsk-office xyxy=(378,712,658,882)
sanjeevini-headline-line-2: ಖಾಲಿ ಇರುವ ಹುದ್ದೆಗಳಿಗೆ ಅರ್ಜಿ ಆಹ್ವಾನ xyxy=(30,552,303,576)
slogan-line-1: ನಿಖರ, ಸತ್ಯ ಸುದ್ದಿಯ ಧ್ಯೇಯ xyxy=(108,1274,276,1295)
gps-accuracy: Accuracy: 7.5 m xyxy=(382,852,439,860)
sanjeevini-para-1: ಸಂಜೀವಿನಿ– ಕೆಎಸ್‌ಆರ್‌ಎಲ್‌ಪಿಎಸ್ ಸಂಸ್ಥೆಯ ಎನ್‌ಆರ್ ಎಲ್‌ಎಂ ಯೋಜನೆಯಡಿ ಗದಗ ಜಿಲ್ಲೆ ಹಾಗೂ ತಾಲೂಕ ಅಭಿಯಾನ ನಿರ್ವಹಣಾ ಘಟಕಗಳಲ್ಲಿ ಖಾಲಿ ಇರುವ ಒಟ್ಟು 9 ಹುದ್ದೆಗಳನ್ನು ಹೊರಗುತ್ತಿಗೆ ಕೆಎಸ್‌ಆರ್‌ಎಲ್‌ಪಿಎಸ್‌ನ ನಿಯಮಾನುಸಾರ xyxy=(30,583,360,620)
stage-backdrop xyxy=(252,150,689,180)
